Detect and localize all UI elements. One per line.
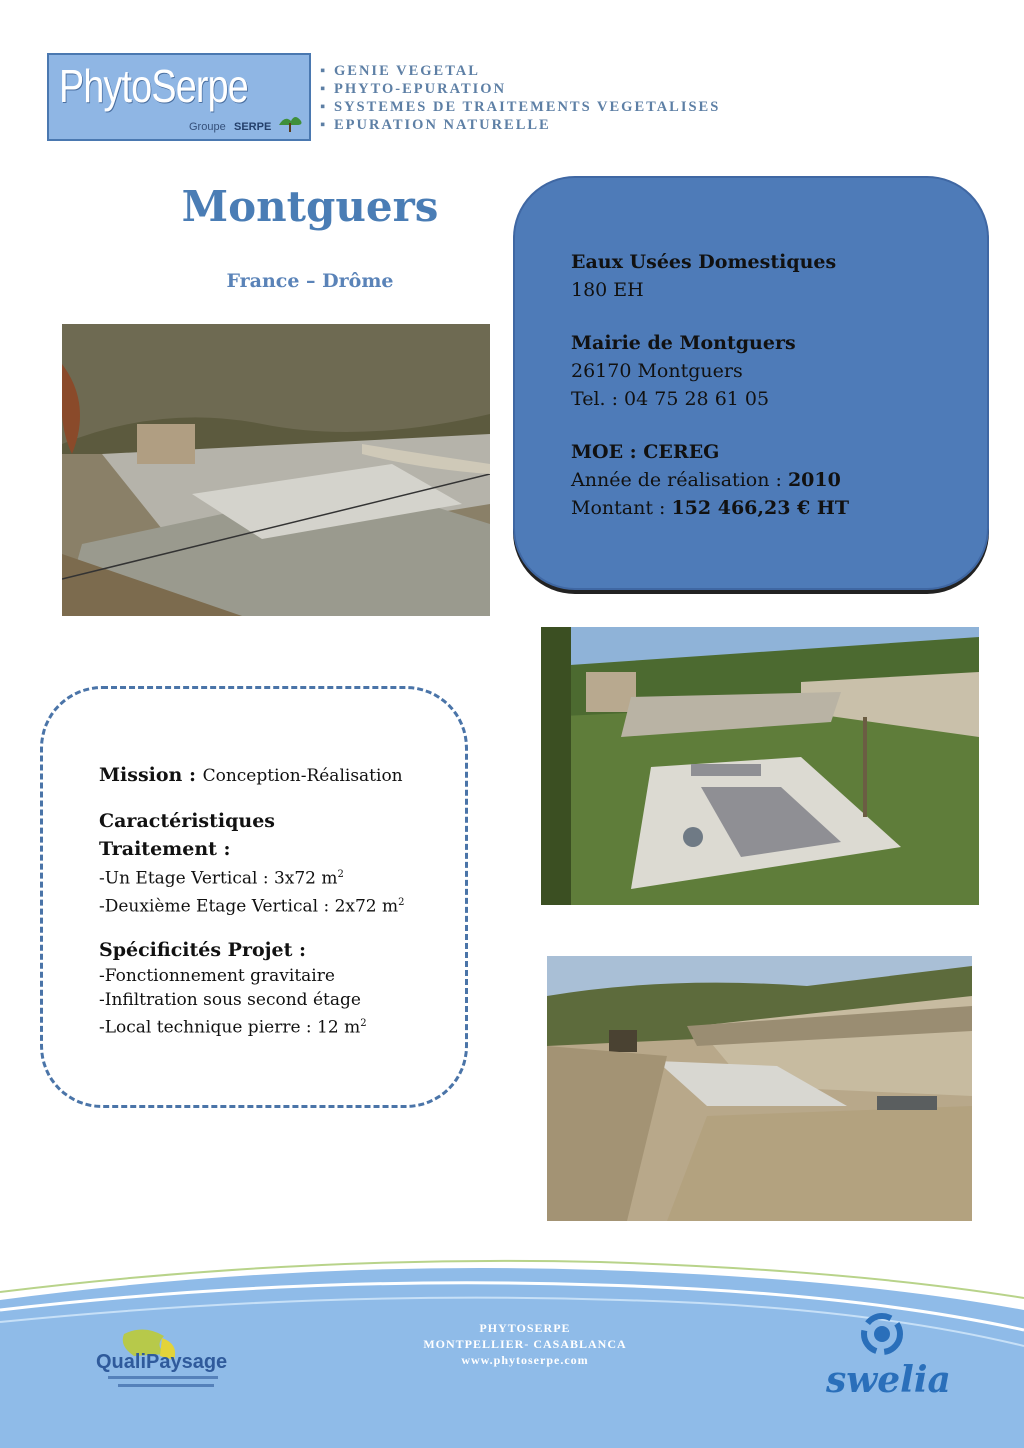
stage-1: -Un Etage Vertical : 3x72 $m^2$ [99, 868, 344, 889]
moe: MOE : CEREG [571, 441, 720, 463]
client-address: 26170 Montguers [571, 360, 743, 382]
project-specifics-title: Spécificités Projet : [99, 939, 306, 962]
footer-contact [380, 1320, 670, 1368]
swelia-logo [822, 1312, 952, 1402]
amount-line: Montant : 152 466,23 € HT [571, 497, 849, 519]
svg-text:QualiPaysage: QualiPaysage [96, 1351, 228, 1373]
spec-item: -Fonctionnement gravitaire [99, 966, 335, 987]
stage-2: -Deuxième Etage Vertical : 2x72 $m^2$ [99, 896, 405, 917]
client-name: Mairie de Montguers [571, 332, 796, 354]
tagline-item: ▪ GENIE VEGETAL [320, 63, 480, 79]
footer-cities: MONTPELLIER- CASABLANCA [423, 1337, 627, 1351]
page-title: Montguers [181, 182, 439, 231]
tagline-item: ▪ EPURATION NATURELLE [320, 117, 551, 133]
logo-serpe-text: SERPE [234, 121, 272, 133]
wastewater-type: Eaux Usées Domestiques [571, 251, 837, 273]
spec-item: -Infiltration sous second étage [99, 990, 361, 1011]
footer-company: PHYTOSERPE [479, 1321, 571, 1335]
project-info-box [513, 176, 989, 590]
footer-website: www.phytoserpe.com [461, 1353, 589, 1367]
year-value: 2010 [787, 469, 841, 491]
year-line: Année de réalisation : 2010 [571, 469, 841, 491]
mission-box [40, 686, 468, 1108]
page-subtitle: France – Drôme [226, 270, 394, 292]
site-photo-filter-bed [541, 627, 979, 905]
capacity: 180 EH [571, 279, 644, 301]
tagline-item: ▪ PHYTO-EPURATION [320, 81, 507, 97]
mission-value: Conception-Réalisation [202, 766, 403, 786]
qualipaysage-logo [94, 1326, 234, 1396]
svg-text:swelia: swelia [826, 1359, 951, 1401]
client-phone: Tel. : 04 75 28 61 05 [571, 388, 770, 410]
tagline-item: ▪ SYSTEMES DE TRAITEMENTS VEGETALISES [320, 99, 721, 115]
phytoserpe-logo [47, 53, 311, 141]
tagline-list [320, 62, 720, 134]
logo-wordmark: PhytoSerpe [59, 60, 248, 112]
amount-value: 152 466,23 € HT [671, 497, 849, 519]
treatment-title: Traitement : [99, 838, 231, 860]
site-photo-overview [62, 324, 490, 616]
characteristics-title: Caractéristiques [99, 810, 275, 832]
spec-item: -Local technique pierre : 12 $m^2$ [99, 1017, 367, 1038]
logo-groupe-text: Groupe [189, 121, 226, 133]
site-photo-construction [547, 956, 972, 1221]
tree-icon [277, 113, 303, 133]
mission-line: Mission : Conception-Réalisation [99, 764, 403, 786]
